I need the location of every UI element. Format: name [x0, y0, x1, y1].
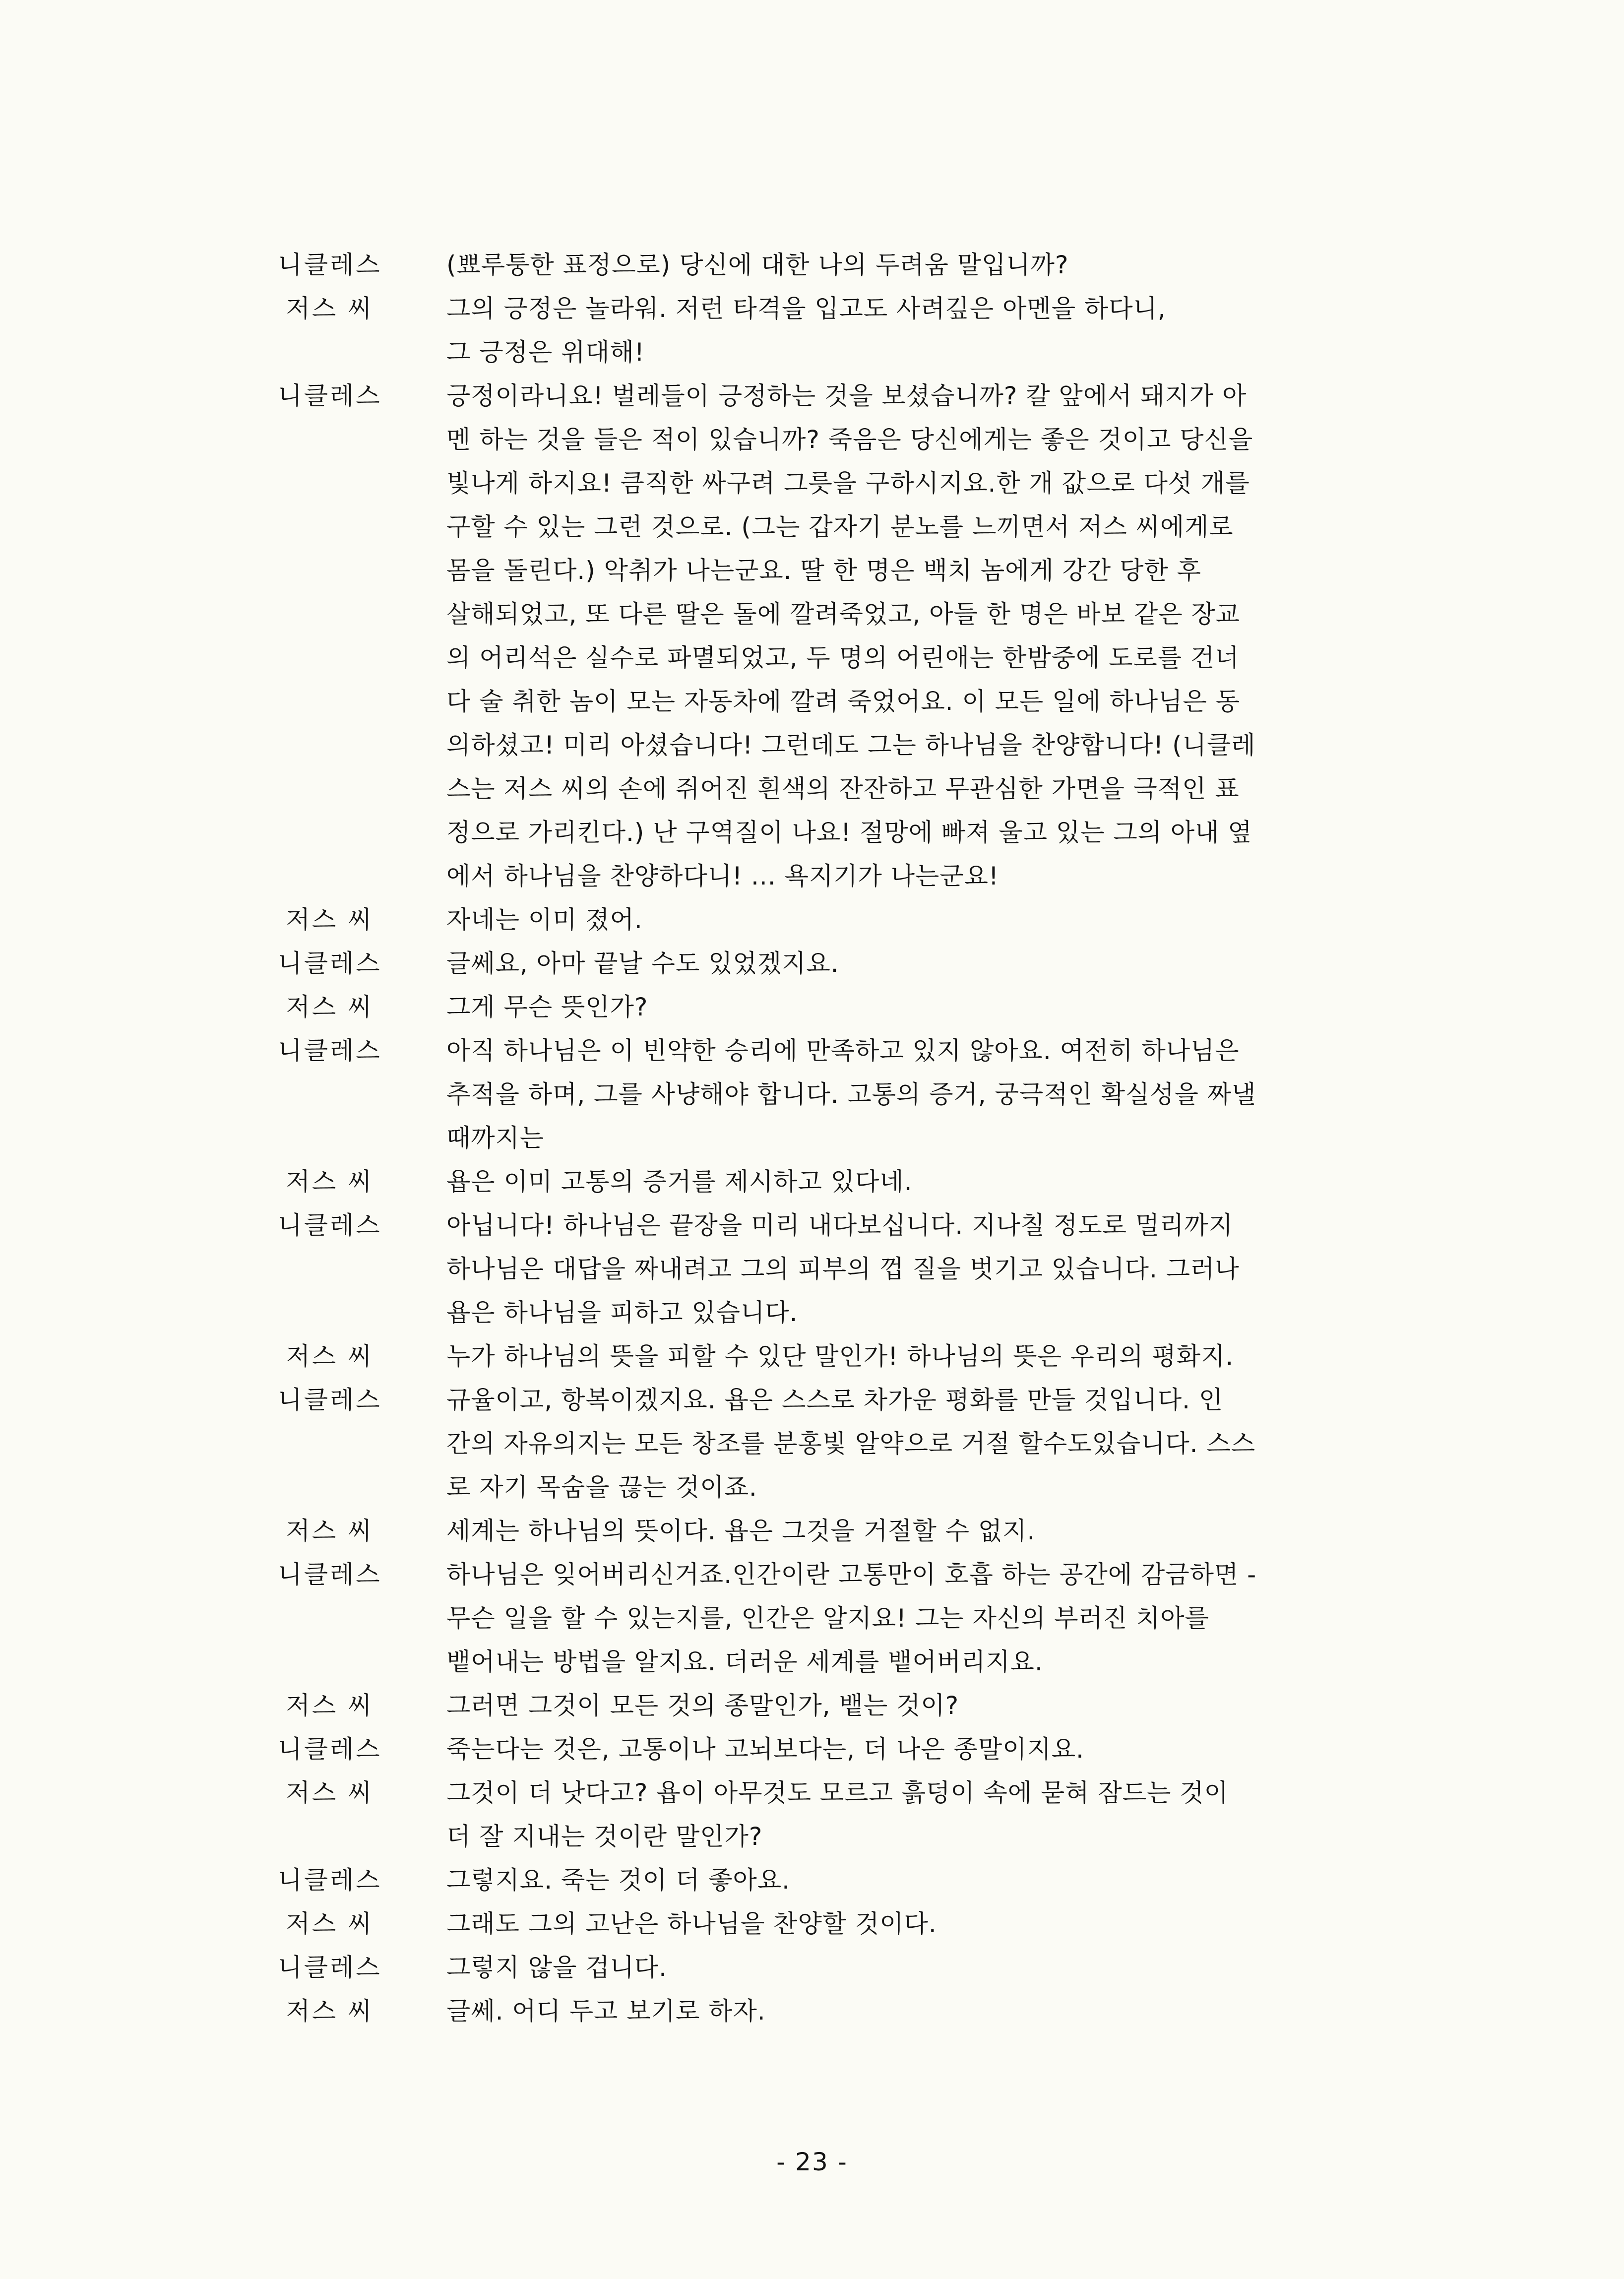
dialogue-line: 누가 하나님의 뜻을 피할 수 있단 말인가! 하나님의 뜻은 우리의 평화지.	[446, 1342, 1234, 1371]
dialogue-line: 로 자기 목숨을 끊는 것이죠.	[446, 1473, 757, 1502]
speaker-name: 니클레스	[278, 1866, 382, 1895]
dialogue-line: 세계는 하나님의 뜻이다. 욥은 그것을 거절할 수 없지.	[446, 1517, 1036, 1545]
speaker-name: 저스 씨	[286, 1909, 374, 1938]
dialogue-text	[446, 1727, 1414, 1771]
dialogue-line: 그게 무슨 뜻인가?	[446, 993, 648, 1021]
dialogue-line: 그렇지요. 죽는 것이 더 좋아요.	[446, 1866, 790, 1895]
page-number: - 23 -	[776, 2148, 848, 2176]
dialogue-row	[213, 985, 1414, 1029]
dialogue-text	[446, 1946, 1414, 1989]
dialogue-line: 규율이고, 항복이겠지요. 욥은 스스로 차가운 평화를 만들 것입니다. 인	[446, 1386, 1224, 1414]
dialogue-text	[446, 1771, 1414, 1858]
dialogue-row	[213, 374, 1414, 898]
dialogue-line: (뾰루퉁한 표정으로) 당신에 대한 나의 두려움 말입니까?	[446, 251, 1069, 279]
speaker-name: 저스 씨	[286, 294, 374, 323]
dialogue-line: 그 긍정은 위대해!	[446, 338, 645, 367]
dialogue-text	[446, 1029, 1414, 1160]
dialogue-line: 긍정이라니요! 벌레들이 긍정하는 것을 보셨습니까? 칼 앞에서 돼지가 아	[446, 381, 1247, 410]
dialogue-row	[213, 898, 1414, 942]
dialogue-line: 추적을 하며, 그를 사냥해야 합니다. 고통의 증거, 궁극적인 확실성을 짜낼	[446, 1080, 1256, 1109]
dialogue-text	[446, 287, 1414, 374]
speaker-name: 저스 씨	[286, 905, 374, 934]
speaker-name: 니클레스	[278, 381, 382, 410]
dialogue-line: 뱉어내는 방법을 알지요. 더러운 세계를 뱉어버리지요.	[446, 1647, 1043, 1676]
dialogue-line: 욥은 이미 고통의 증거를 제시하고 있다네.	[446, 1167, 913, 1196]
dialogue-row	[213, 1902, 1414, 1946]
dialogue-row	[213, 1334, 1414, 1378]
dialogue-text	[446, 1334, 1414, 1378]
dialogue-row	[213, 1509, 1414, 1553]
dialogue-line: 그렇지 않을 겁니다.	[446, 1953, 668, 1982]
dialogue-line: 하나님은 잊어버리신거죠.인간이란 고통만이 호흡 하는 공간에 감금하면 -	[446, 1560, 1257, 1589]
speaker-name: 저스 씨	[286, 1691, 374, 1720]
dialogue-text	[446, 1203, 1414, 1334]
dialogue-line: 때까지는	[446, 1124, 545, 1152]
speaker-name: 니클레스	[278, 1560, 382, 1589]
dialogue-row	[213, 1378, 1414, 1509]
dialogue-row	[213, 243, 1414, 287]
dialogue-row	[213, 1684, 1414, 1727]
dialogue-text	[446, 1553, 1414, 1684]
dialogue-line: 몸을 돌린다.) 악취가 나는군요. 딸 한 명은 백치 놈에게 강간 당한 후	[446, 556, 1201, 585]
dialogue-line: 그의 긍정은 놀라워. 저런 타격을 입고도 사려깊은 아멘을 하다니,	[446, 294, 1166, 323]
dialogue-line: 의 어리석은 실수로 파멸되었고, 두 명의 어린애는 한밤중에 도로를 건너	[446, 643, 1240, 672]
dialogue-line: 글쎄. 어디 두고 보기로 하자.	[446, 1997, 766, 2026]
dialogue-line: 아직 하나님은 이 빈약한 승리에 만족하고 있지 않아요. 여전히 하나님은	[446, 1036, 1240, 1065]
dialogue-line: 그러면 그것이 모든 것의 종말인가, 뱉는 것이?	[446, 1691, 959, 1720]
dialogue-line: 다 술 취한 놈이 모는 자동차에 깔려 죽었어요. 이 모든 일에 하나님은 동	[446, 687, 1241, 716]
dialogue-line: 자네는 이미 졌어.	[446, 905, 643, 934]
dialogue-line: 무슨 일을 할 수 있는지를, 인간은 알지요! 그는 자신의 부러진 치아를	[446, 1604, 1209, 1633]
dialogue-text	[446, 1858, 1414, 1902]
speaker-name: 니클레스	[278, 251, 382, 279]
dialogue-line: 하나님은 대답을 짜내려고 그의 피부의 껍 질을 벗기고 있습니다. 그러나	[446, 1255, 1240, 1283]
dialogue-line: 욥은 하나님을 피하고 있습니다.	[446, 1298, 798, 1327]
dialogue-line: 죽는다는 것은, 고통이나 고뇌보다는, 더 나은 종말이지요.	[446, 1735, 1084, 1764]
dialogue-line: 스는 저스 씨의 손에 쥐어진 흰색의 잔잔하고 무관심한 가면을 극적인 표	[446, 774, 1240, 803]
dialogue-line: 그것이 더 낫다고? 욥이 아무것도 모르고 흙덩이 속에 묻혀 잠드는 것이	[446, 1778, 1229, 1807]
speaker-name: 니클레스	[278, 1386, 382, 1414]
dialogue-line: 빛나게 하지요! 큼직한 싸구려 그릇을 구하시지요.한 개 값으로 다섯 개를	[446, 469, 1250, 498]
dialogue-line: 에서 하나님을 찬양하다니! ... 욕지기가 나는군요!	[446, 862, 999, 890]
dialogue-text	[446, 942, 1414, 985]
dialogue-row	[213, 1771, 1414, 1858]
dialogue-row	[213, 1029, 1414, 1160]
dialogue-row	[213, 1553, 1414, 1684]
dialogue-text	[446, 985, 1414, 1029]
speaker-name: 저스 씨	[286, 1778, 374, 1807]
dialogue-row	[213, 287, 1414, 374]
dialogue-line: 멘 하는 것을 들은 적이 있습니까? 죽음은 당신에게는 좋은 것이고 당신을	[446, 425, 1253, 454]
dialogue-text	[446, 898, 1414, 942]
dialogue-row	[213, 1727, 1414, 1771]
dialogue-row	[213, 942, 1414, 985]
dialogue-row	[213, 1160, 1414, 1203]
speaker-name: 저스 씨	[286, 1997, 374, 2026]
dialogue-text	[446, 1160, 1414, 1203]
dialogue-text	[446, 1378, 1414, 1509]
dialogue-text	[446, 1989, 1414, 2033]
dialogue-row	[213, 1989, 1414, 2033]
dialogue-text	[446, 1509, 1414, 1553]
speaker-name: 니클레스	[278, 1211, 382, 1240]
dialogue-text	[446, 374, 1414, 898]
speaker-name: 저스 씨	[286, 1342, 374, 1371]
dialogue-line: 아닙니다! 하나님은 끝장을 미리 내다보십니다. 지나칠 정도로 멀리까지	[446, 1211, 1233, 1240]
speaker-name: 니클레스	[278, 949, 382, 978]
dialogue-line: 간의 자유의지는 모든 창조를 분홍빛 알약으로 거절 할수도있습니다. 스스	[446, 1429, 1256, 1458]
speaker-name: 니클레스	[278, 1735, 382, 1764]
speaker-name: 저스 씨	[286, 1167, 374, 1196]
speaker-name: 니클레스	[278, 1953, 382, 1982]
dialogue-row	[213, 1946, 1414, 1989]
dialogue-line: 그래도 그의 고난은 하나님을 찬양할 것이다.	[446, 1909, 937, 1938]
dialogue-row	[213, 1858, 1414, 1902]
dialogue-text	[446, 1684, 1414, 1727]
speaker-name: 저스 씨	[286, 993, 374, 1021]
dialogue-line: 살해되었고, 또 다른 딸은 돌에 깔려죽었고, 아들 한 명은 바보 같은 장교	[446, 600, 1241, 629]
dialogue-text	[446, 1902, 1414, 1946]
dialogue-line: 글쎄요, 아마 끝날 수도 있었겠지요.	[446, 949, 839, 978]
dialogue-line: 정으로 가리킨다.) 난 구역질이 나요! 절망에 빠져 울고 있는 그의 아내 옆	[446, 818, 1252, 847]
dialogue-line: 의하셨고! 미리 아셨습니다! 그런데도 그는 하나님을 찬양합니다! (니클레	[446, 731, 1256, 760]
dialogue-line: 구할 수 있는 그런 것으로. (그는 갑자기 분노를 느끼면서 저스 씨에게로	[446, 512, 1234, 541]
speaker-name: 저스 씨	[286, 1517, 374, 1545]
script-dialogue	[213, 243, 1414, 2033]
dialogue-line: 더 잘 지내는 것이란 말인가?	[446, 1822, 763, 1851]
dialogue-text	[446, 243, 1414, 287]
dialogue-row	[213, 1203, 1414, 1334]
speaker-name: 니클레스	[278, 1036, 382, 1065]
